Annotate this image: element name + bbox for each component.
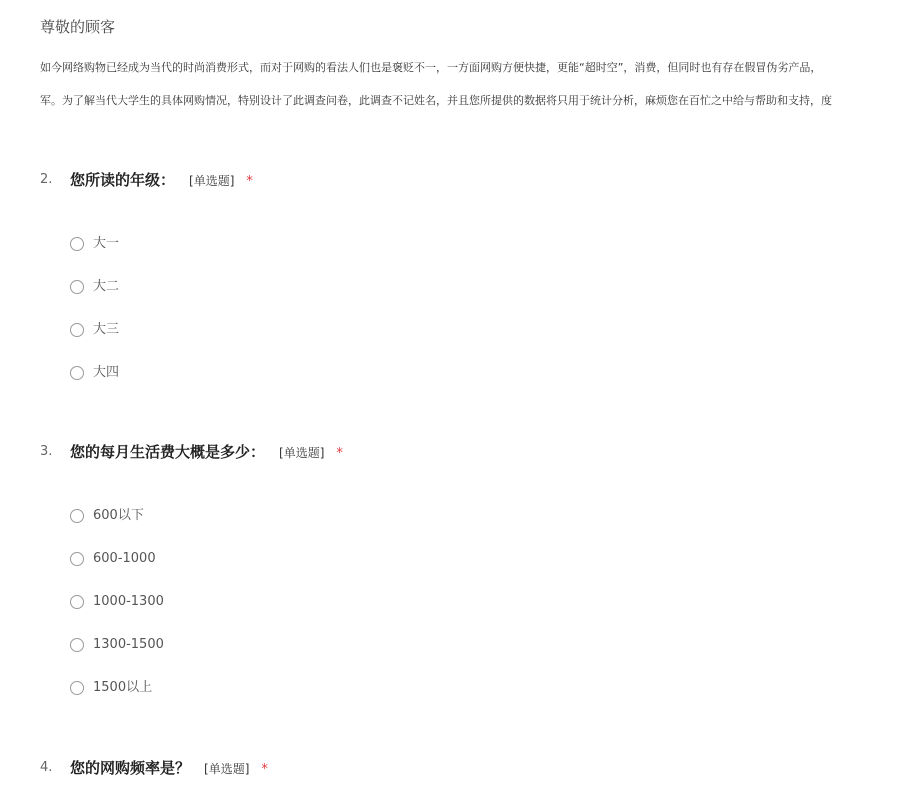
intro-text-line-2: 军。为了解当代大学生的具体网购情况，特别设计了此调查问卷，此调查不记姓名，并且您所提供的数据将只用于统计分析，麻烦您在百忙之中给与帮助和支持，度 (40, 94, 832, 107)
question-4 (40, 757, 900, 781)
option-list (70, 235, 119, 407)
radio-button[interactable] (70, 509, 84, 523)
option-label[interactable]: 1500以上 (93, 680, 153, 695)
radio-button[interactable] (70, 595, 84, 609)
radio-button[interactable] (70, 237, 84, 251)
question-number: 2. (40, 172, 53, 187)
question-title (70, 757, 268, 778)
question-title-text: 您的网购频率是？ (70, 759, 191, 777)
required-marker: * (246, 174, 253, 189)
option-label[interactable]: 1300-1500 (93, 637, 164, 652)
option-radio[interactable] (70, 593, 164, 636)
option-radio[interactable] (70, 278, 119, 321)
option-radio[interactable] (70, 235, 119, 278)
question-title (70, 441, 343, 462)
option-radio[interactable] (70, 321, 119, 364)
question-header (40, 441, 900, 465)
option-radio[interactable] (70, 679, 164, 722)
radio-button[interactable] (70, 366, 84, 380)
option-label[interactable]: 600-1000 (93, 551, 156, 566)
option-list (70, 507, 164, 722)
option-radio[interactable] (70, 636, 164, 679)
radio-button[interactable] (70, 681, 84, 695)
option-radio[interactable] (70, 364, 119, 407)
radio-button[interactable] (70, 323, 84, 337)
option-label[interactable]: 大四 (93, 365, 120, 380)
required-marker: * (261, 762, 268, 777)
question-type-label: [单选题] (279, 446, 325, 460)
question-title (70, 169, 253, 190)
question-type-label: [单选题] (204, 762, 250, 776)
option-label[interactable]: 大一 (93, 236, 120, 251)
option-radio[interactable] (70, 550, 164, 593)
option-label[interactable]: 1000-1300 (93, 594, 164, 609)
intro-text-line-1: 如今网络购物已经成为当代的时尚消费形式，而对于网购的看法人们也是褒贬不一，一方面网购方便快捷，更能“超时空”，消费，但同时也有存在假冒伪劣产品， (40, 61, 822, 74)
question-2 (40, 169, 900, 380)
question-number: 4. (40, 760, 53, 775)
question-header (40, 757, 900, 781)
question-number: 3. (40, 444, 53, 459)
question-header (40, 169, 900, 193)
option-label[interactable]: 600以下 (93, 508, 144, 523)
radio-button[interactable] (70, 638, 84, 652)
required-marker: * (336, 446, 343, 461)
option-radio[interactable] (70, 507, 164, 550)
question-type-label: [单选题] (189, 174, 235, 188)
radio-button[interactable] (70, 280, 84, 294)
greeting-heading: 尊敬的顾客 (40, 18, 116, 36)
option-label[interactable]: 大三 (93, 322, 120, 337)
option-label[interactable]: 大二 (93, 279, 120, 294)
question-3 (40, 441, 900, 695)
radio-button[interactable] (70, 552, 84, 566)
question-title-text: 您的每月生活费大概是多少： (70, 443, 266, 461)
question-title-text: 您所读的年级： (70, 171, 176, 189)
